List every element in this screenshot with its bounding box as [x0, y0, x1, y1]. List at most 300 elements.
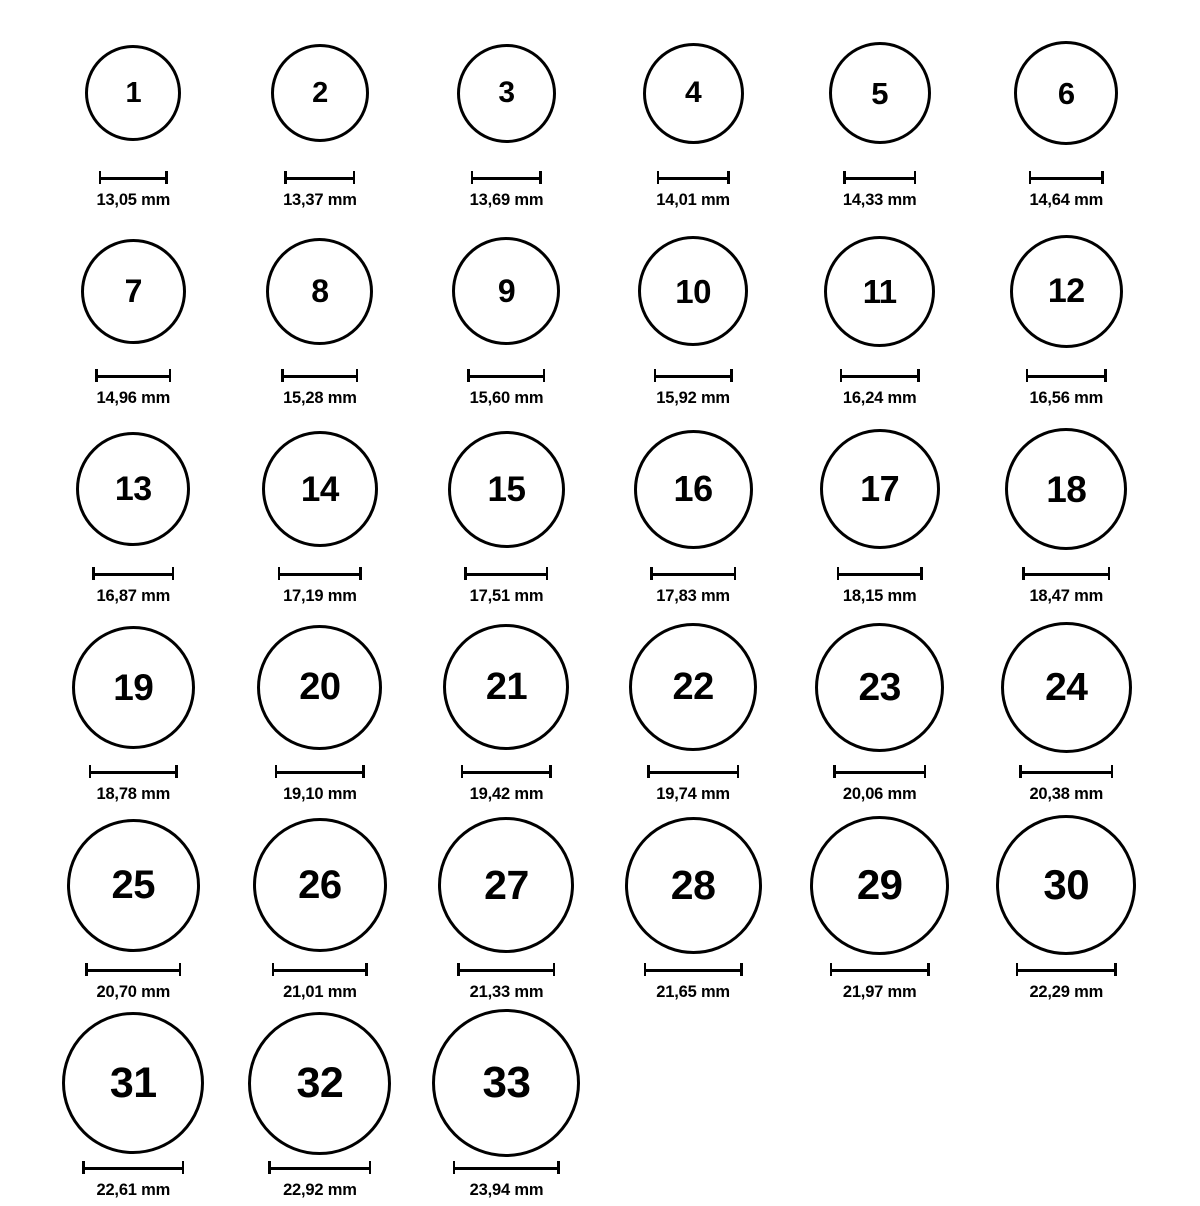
measure-cap-right: [737, 765, 740, 778]
measure-cap-left: [275, 765, 278, 778]
diameter-measure: [268, 1160, 371, 1174]
ring-circle-wrap: [638, 216, 748, 366]
ring-size-cell: [413, 414, 600, 612]
ring-size-cell: [600, 414, 787, 612]
ring-size-number: 2: [312, 76, 328, 109]
diameter-measure: [284, 170, 355, 184]
diameter-label: 16,56 mm: [1029, 389, 1104, 407]
measure-cap-right: [734, 567, 737, 580]
measure-cap-right: [1114, 963, 1117, 976]
measure-line: [840, 375, 920, 378]
measure-line: [471, 177, 542, 180]
measure-cap-right: [549, 765, 552, 778]
measure-cap-right: [353, 171, 356, 184]
ring-circle-icon: [629, 623, 757, 751]
measure-bar-icon: [830, 963, 930, 975]
ring-size-number: 33: [482, 1058, 531, 1107]
ring-circle-wrap: [448, 414, 565, 564]
measure-bar-icon: [281, 369, 358, 381]
measure-line: [1029, 177, 1104, 180]
ring-size-number: 28: [670, 861, 716, 908]
diameter-label: 14,33 mm: [842, 191, 917, 209]
ring-circle-wrap: [85, 18, 181, 168]
measure-bar-icon: [82, 1161, 184, 1173]
measure-cap-left: [1019, 765, 1022, 778]
ring-circle-wrap: [643, 18, 744, 168]
diameter-label: 17,83 mm: [656, 587, 730, 605]
ring-circle-wrap: [248, 1008, 391, 1158]
diameter-measure: [837, 566, 923, 580]
measure-cap-right: [359, 567, 362, 580]
ring-circle-icon: [1005, 428, 1127, 550]
ring-circle-wrap: [253, 810, 387, 960]
ring-circle-icon: [432, 1009, 580, 1157]
ring-size-number: 31: [109, 1058, 157, 1107]
measure-cap-left: [843, 171, 846, 184]
measure-cap-left: [837, 567, 840, 580]
ring-size-cell: [786, 216, 973, 414]
measure-cap-left: [95, 369, 98, 382]
diameter-measure: [82, 1160, 184, 1174]
diameter-label: 13,69 mm: [469, 191, 544, 209]
diameter-label: 21,01 mm: [283, 983, 357, 1001]
diameter-label: 14,01 mm: [656, 191, 730, 209]
measure-bar-icon: [650, 567, 736, 579]
ring-circle-icon: [253, 818, 387, 952]
measure-cap-left: [92, 567, 95, 580]
diameter-label: 20,38 mm: [1029, 785, 1104, 803]
ring-size-cell: [600, 612, 787, 810]
diameter-measure: [1029, 170, 1104, 184]
measure-line: [657, 177, 730, 180]
diameter-measure: [92, 566, 174, 580]
ring-size-grid: [40, 18, 1160, 1206]
diameter-measure: [830, 962, 930, 976]
measure-line: [830, 969, 930, 972]
ring-size-number: 23: [858, 665, 901, 709]
measure-line: [654, 375, 733, 378]
ring-size-cell: [40, 612, 227, 810]
measure-cap-right: [917, 369, 920, 382]
ring-circle-icon: [257, 625, 382, 750]
diameter-label: 17,51 mm: [469, 587, 544, 605]
ring-size-cell: [786, 810, 973, 1008]
ring-circle-wrap: [443, 612, 569, 762]
ring-size-number: 27: [484, 861, 529, 908]
ring-size-cell: [600, 216, 787, 414]
measure-cap-left: [99, 171, 102, 184]
diameter-measure: [1019, 764, 1113, 778]
measure-cap-left: [85, 963, 88, 976]
measure-bar-icon: [275, 765, 365, 777]
measure-cap-right: [1108, 567, 1111, 580]
measure-cap-right: [924, 765, 927, 778]
measure-bar-icon: [843, 171, 916, 183]
measure-bar-icon: [99, 171, 168, 183]
measure-cap-right: [365, 963, 368, 976]
ring-size-cell: [413, 612, 600, 810]
measure-bar-icon: [657, 171, 730, 183]
ring-size-number: 32: [296, 1058, 344, 1107]
ring-size-cell: [973, 216, 1160, 414]
ring-circle-icon: [438, 817, 574, 953]
measure-bar-icon: [1026, 369, 1107, 381]
measure-line: [272, 969, 368, 972]
ring-size-cell: [786, 18, 973, 216]
ring-size-number: 25: [111, 863, 156, 907]
measure-cap-left: [657, 171, 660, 184]
ring-size-cell: [227, 810, 414, 1008]
ring-circle-icon: [1001, 622, 1132, 753]
diameter-measure: [654, 368, 733, 382]
measure-bar-icon: [1016, 963, 1117, 975]
diameter-label: 13,05 mm: [96, 191, 171, 209]
measure-cap-left: [1022, 567, 1025, 580]
diameter-label: 16,87 mm: [96, 587, 171, 605]
measure-cap-right: [740, 963, 743, 976]
ring-size-number: 21: [485, 666, 528, 708]
ring-size-cell: [40, 810, 227, 1008]
ring-circle-icon: [820, 429, 940, 549]
diameter-measure: [85, 962, 181, 976]
measure-cap-left: [467, 369, 470, 382]
ring-circle-wrap: [266, 216, 373, 366]
measure-bar-icon: [461, 765, 552, 777]
ring-size-number: 24: [1045, 665, 1088, 709]
ring-circle-icon: [85, 45, 181, 141]
ring-circle-icon: [815, 623, 944, 752]
measure-bar-icon: [471, 171, 542, 183]
measure-cap-right: [1101, 171, 1104, 184]
measure-bar-icon: [1019, 765, 1113, 777]
measure-line: [284, 177, 355, 180]
ring-circle-icon: [72, 626, 195, 749]
ring-circle-wrap: [1005, 414, 1127, 564]
diameter-measure: [1016, 962, 1117, 976]
measure-line: [833, 771, 926, 774]
measure-cap-right: [172, 567, 175, 580]
ring-circle-wrap: [271, 18, 369, 168]
ring-size-cell: [227, 612, 414, 810]
ring-circle-wrap: [81, 216, 186, 366]
measure-bar-icon: [272, 963, 368, 975]
ring-size-number: 18: [1046, 468, 1087, 510]
ring-size-number: 20: [299, 666, 341, 708]
diameter-measure: [644, 962, 743, 976]
measure-bar-icon: [840, 369, 920, 381]
ring-circle-wrap: [815, 612, 944, 762]
measure-cap-left: [840, 369, 843, 382]
measure-line: [82, 1167, 184, 1170]
ring-circle-wrap: [62, 1008, 204, 1158]
measure-cap-right: [553, 963, 556, 976]
measure-line: [650, 573, 736, 576]
ring-circle-wrap: [996, 810, 1136, 960]
ring-size-cell: [600, 18, 787, 216]
measure-line: [647, 771, 739, 774]
diameter-label: 14,64 mm: [1029, 191, 1104, 209]
ring-size-number: 6: [1057, 75, 1075, 111]
ring-size-number: 30: [1043, 861, 1090, 908]
ring-size-number: 10: [675, 272, 711, 310]
measure-cap-left: [278, 567, 281, 580]
ring-size-number: 14: [300, 469, 339, 509]
measure-line: [1016, 969, 1117, 972]
ring-size-number: 9: [497, 273, 516, 309]
ring-size-cell: [413, 810, 600, 1008]
measure-bar-icon: [833, 765, 926, 777]
ring-circle-wrap: [76, 414, 190, 564]
diameter-label: 19,74 mm: [656, 785, 730, 803]
diameter-label: 15,92 mm: [656, 389, 730, 407]
ring-size-number: 13: [114, 470, 152, 508]
measure-bar-icon: [457, 963, 555, 975]
diameter-measure: [647, 764, 739, 778]
ring-circle-icon: [1010, 235, 1123, 348]
diameter-label: 17,19 mm: [283, 587, 357, 605]
ring-circle-icon: [634, 430, 753, 549]
measure-bar-icon: [95, 369, 171, 381]
measure-bar-icon: [85, 963, 181, 975]
measure-cap-left: [650, 567, 653, 580]
diameter-measure: [471, 170, 542, 184]
measure-line: [89, 771, 178, 774]
measure-line: [278, 573, 362, 576]
ring-size-cell: [973, 810, 1160, 1008]
ring-size-number: 17: [860, 468, 900, 509]
ring-circle-wrap: [452, 216, 560, 366]
measure-bar-icon: [1029, 171, 1104, 183]
ring-size-cell: [786, 612, 973, 810]
diameter-label: 13,37 mm: [283, 191, 357, 209]
diameter-label: 21,97 mm: [842, 983, 917, 1001]
measure-line: [281, 375, 358, 378]
ring-circle-wrap: [1001, 612, 1132, 762]
diameter-measure: [272, 962, 368, 976]
ring-circle-icon: [829, 42, 931, 144]
measure-bar-icon: [464, 567, 548, 579]
measure-cap-right: [356, 369, 359, 382]
diameter-measure: [650, 566, 736, 580]
diameter-label: 15,60 mm: [469, 389, 544, 407]
measure-cap-right: [165, 171, 168, 184]
diameter-measure: [840, 368, 920, 382]
ring-size-number: 7: [124, 273, 142, 309]
diameter-measure: [467, 368, 545, 382]
diameter-label: 22,29 mm: [1029, 983, 1104, 1001]
diameter-measure: [95, 368, 171, 382]
ring-circle-icon: [810, 816, 949, 955]
measure-cap-left: [833, 765, 836, 778]
measure-bar-icon: [644, 963, 743, 975]
ring-circle-icon: [824, 236, 935, 347]
measure-cap-right: [539, 171, 542, 184]
measure-cap-right: [1104, 369, 1107, 382]
ring-size-cell: [227, 414, 414, 612]
ring-circle-wrap: [432, 1008, 580, 1158]
ring-size-cell: [973, 18, 1160, 216]
ring-circle-icon: [452, 237, 560, 345]
ring-circle-wrap: [829, 18, 931, 168]
measure-cap-right: [914, 171, 917, 184]
ring-size-number: 12: [1047, 272, 1085, 310]
ring-size-number: 16: [673, 468, 713, 509]
diameter-measure: [657, 170, 730, 184]
diameter-label: 14,96 mm: [96, 389, 171, 407]
ring-circle-wrap: [634, 414, 753, 564]
diameter-measure: [275, 764, 365, 778]
measure-bar-icon: [284, 171, 355, 183]
measure-cap-left: [268, 1161, 271, 1174]
diameter-label: 15,28 mm: [283, 389, 357, 407]
ring-circle-icon: [638, 236, 748, 346]
ring-size-number: 4: [684, 76, 702, 109]
diameter-label: 19,42 mm: [469, 785, 544, 803]
measure-cap-left: [461, 765, 464, 778]
measure-cap-right: [727, 171, 730, 184]
measure-line: [453, 1167, 560, 1170]
diameter-measure: [99, 170, 168, 184]
measure-cap-right: [362, 765, 365, 778]
measure-bar-icon: [467, 369, 545, 381]
ring-size-number: 5: [871, 75, 889, 111]
diameter-label: 23,94 mm: [469, 1181, 544, 1199]
ring-circle-wrap: [625, 810, 762, 960]
ring-circle-icon: [1014, 41, 1118, 145]
ring-size-number: 1: [125, 76, 142, 109]
ring-size-cell: [413, 18, 600, 216]
ring-circle-wrap: [262, 414, 378, 564]
measure-cap-right: [1111, 765, 1114, 778]
measure-line: [837, 573, 923, 576]
ring-size-cell: [227, 1008, 414, 1206]
ring-circle-icon: [248, 1012, 391, 1155]
ring-size-cell: [40, 216, 227, 414]
diameter-measure: [457, 962, 555, 976]
diameter-measure: [833, 764, 926, 778]
diameter-label: 16,24 mm: [842, 389, 917, 407]
diameter-label: 21,33 mm: [469, 983, 544, 1001]
measure-cap-right: [546, 567, 549, 580]
measure-cap-left: [830, 963, 833, 976]
ring-circle-icon: [76, 432, 190, 546]
measure-bar-icon: [837, 567, 923, 579]
diameter-measure: [89, 764, 178, 778]
measure-bar-icon: [278, 567, 362, 579]
measure-cap-right: [920, 567, 923, 580]
ring-circle-wrap: [810, 810, 949, 960]
ring-circle-icon: [996, 815, 1136, 955]
measure-cap-left: [89, 765, 92, 778]
diameter-label: 18,15 mm: [842, 587, 917, 605]
measure-cap-left: [464, 567, 467, 580]
diameter-measure: [281, 368, 358, 382]
ring-size-number: 3: [498, 76, 515, 109]
measure-line: [1026, 375, 1107, 378]
measure-cap-right: [543, 369, 546, 382]
ring-circle-icon: [643, 43, 744, 144]
ring-size-cell: [227, 216, 414, 414]
ring-circle-wrap: [1010, 216, 1123, 366]
ring-size-cell: [600, 810, 787, 1008]
measure-cap-left: [1026, 369, 1029, 382]
ring-size-number: 26: [298, 863, 342, 907]
ring-size-cell: [40, 414, 227, 612]
measure-line: [95, 375, 171, 378]
ring-circle-wrap: [1014, 18, 1118, 168]
diameter-measure: [1022, 566, 1110, 580]
measure-cap-left: [654, 369, 657, 382]
ring-size-number: 29: [856, 861, 903, 908]
diameter-label: 22,61 mm: [96, 1181, 171, 1199]
ring-circle-icon: [67, 819, 200, 952]
diameter-label: 20,70 mm: [96, 983, 171, 1001]
ring-circle-icon: [62, 1012, 204, 1154]
measure-line: [92, 573, 174, 576]
ring-circle-icon: [448, 431, 565, 548]
measure-line: [457, 969, 555, 972]
ring-size-cell: [227, 18, 414, 216]
ring-circle-icon: [262, 431, 378, 547]
measure-line: [85, 969, 181, 972]
diameter-measure: [843, 170, 916, 184]
measure-line: [843, 177, 916, 180]
ring-size-cell: [40, 18, 227, 216]
diameter-label: 18,78 mm: [96, 785, 171, 803]
ring-circle-wrap: [438, 810, 574, 960]
ring-size-cell: [973, 612, 1160, 810]
measure-cap-right: [730, 369, 733, 382]
measure-line: [1019, 771, 1113, 774]
measure-cap-right: [175, 765, 178, 778]
measure-line: [467, 375, 545, 378]
diameter-measure: [464, 566, 548, 580]
ring-circle-icon: [271, 44, 369, 142]
ring-size-cell: [413, 216, 600, 414]
ring-circle-wrap: [824, 216, 935, 366]
measure-cap-left: [644, 963, 647, 976]
measure-cap-left: [284, 171, 287, 184]
ring-size-cell: [413, 1008, 600, 1206]
measure-bar-icon: [92, 567, 174, 579]
measure-line: [644, 969, 743, 972]
measure-line: [464, 573, 548, 576]
ring-size-number: 11: [862, 272, 897, 310]
ring-size-number: 15: [487, 469, 526, 509]
diameter-measure: [461, 764, 552, 778]
measure-cap-right: [182, 1161, 185, 1174]
measure-line: [268, 1167, 371, 1170]
ring-circle-icon: [81, 239, 186, 344]
ring-circle-wrap: [72, 612, 195, 762]
diameter-measure: [453, 1160, 560, 1174]
measure-cap-right: [369, 1161, 372, 1174]
measure-cap-left: [272, 963, 275, 976]
ring-circle-wrap: [820, 414, 940, 564]
measure-bar-icon: [1022, 567, 1110, 579]
ring-circle-wrap: [457, 18, 556, 168]
ring-size-number: 8: [311, 273, 329, 309]
measure-line: [275, 771, 365, 774]
ring-circle-icon: [625, 817, 762, 954]
measure-line: [1022, 573, 1110, 576]
ring-circle-wrap: [67, 810, 200, 960]
ring-size-number: 19: [113, 666, 154, 708]
diameter-measure: [278, 566, 362, 580]
measure-bar-icon: [654, 369, 733, 381]
diameter-label: 21,65 mm: [656, 983, 730, 1001]
diameter-measure: [1026, 368, 1107, 382]
